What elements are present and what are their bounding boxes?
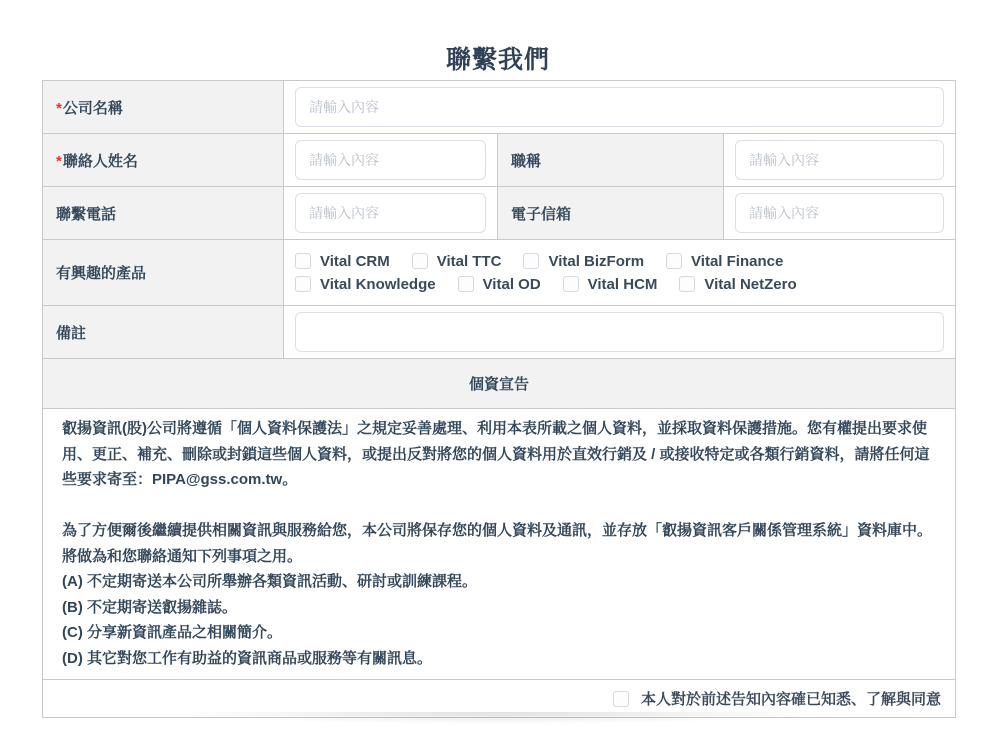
product-label: Vital CRM [320,252,390,270]
product-checkbox-vital-crm[interactable] [295,253,311,269]
product-option-vital-bizform[interactable] [523,253,644,270]
row-remarks [43,306,956,359]
email-label-text: 電子信箱 [511,205,572,223]
product-option-vital-od[interactable] [458,276,541,293]
job-title-input-cell [724,134,956,187]
field-label-email [498,187,724,240]
product-checkbox-vital-hcm[interactable] [563,276,579,292]
products-options-cell [284,240,956,306]
agreement-option[interactable] [43,688,941,709]
product-checkbox-vital-od[interactable] [458,276,474,292]
privacy-item-b: (B) 不定期寄送叡揚雜誌。 [62,598,237,616]
products-line-2 [295,273,944,296]
row-agreement [43,680,956,718]
job-title-input[interactable] [735,140,944,180]
field-label-contact-name [43,134,284,187]
phone-label-text: 聯繫電話 [56,205,117,223]
product-label: Vital TTC [436,252,502,270]
row-privacy-text [43,409,956,680]
product-option-vital-crm[interactable] [295,253,390,270]
contact-name-input-cell [284,134,498,187]
remarks-label-text: 備註 [56,324,87,342]
product-checkbox-vital-finance[interactable] [666,253,682,269]
products-label-text: 有興趣的產品 [56,265,147,282]
phone-input-cell [284,187,498,240]
product-option-vital-hcm[interactable] [563,276,658,293]
company-label-text: 公司名稱 [62,99,123,117]
product-option-vital-knowledge[interactable] [295,276,436,293]
field-label-phone [43,187,284,240]
privacy-item-d: (D) 其它對您工作有助益的資訊商品或服務等有關訊息。 [62,649,432,667]
agreement-checkbox[interactable] [613,691,629,707]
products-line-1 [295,250,944,273]
row-phone-email [43,187,956,240]
privacy-item-a: (A) 不定期寄送本公司所舉辦各類資訊活動、研討或訓練課程。 [62,573,477,590]
agreement-cell [43,680,956,718]
product-option-vital-ttc[interactable] [412,253,502,270]
agreement-text: 本人對於前述告知內容確已知悉、了解與同意 [641,691,942,708]
product-label: Vital Knowledge [320,275,436,293]
company-input[interactable] [295,87,944,127]
product-label: Vital OD [482,275,541,293]
privacy-text-cell [43,409,956,680]
privacy-item-c: (C) 分享新資訊產品之相關簡介。 [62,624,282,641]
email-input[interactable] [735,193,944,233]
remarks-input[interactable] [295,312,944,352]
field-label-job-title [498,134,724,187]
field-label-remarks [43,306,284,359]
job-title-label-text: 職稱 [511,152,542,170]
row-privacy-header [43,359,956,409]
product-checkbox-vital-bizform[interactable] [523,253,539,269]
product-label: Vital NetZero [704,275,797,293]
product-label: Vital BizForm [548,252,645,270]
product-option-vital-finance[interactable] [666,253,783,270]
product-label: Vital HCM [587,275,658,293]
required-marker: * [56,99,62,117]
email-input-cell [724,187,956,240]
product-checkbox-vital-netzero[interactable] [679,276,695,292]
product-checkbox-vital-ttc[interactable] [412,253,428,269]
remarks-input-cell [284,306,956,359]
product-label: Vital Finance [691,252,784,270]
contact-form-table [42,80,956,718]
phone-input[interactable] [295,193,486,233]
privacy-header: 個資宣告 [43,359,956,409]
row-company [43,81,956,134]
privacy-paragraph-1: 叡揚資訊(股)公司將遵循「個人資料保護法」之規定妥善處理、利用本表所載之個人資料，並採取資料保護措施。您有權提出要求使用、更正、補充、刪除或封鎖這些個人資料，或提出反對將您的個人資料用於直效行銷及 / 或接收特定或各類行銷資料，請將任何這些要求寄至：PIPA@gss.com.tw。 [62,420,930,488]
product-option-vital-netzero[interactable] [679,276,796,293]
row-products [43,240,956,306]
row-contact-job [43,134,956,187]
field-label-company [43,81,284,134]
required-marker: * [56,152,62,170]
company-input-cell [284,81,956,134]
product-checkbox-vital-knowledge[interactable] [295,276,311,292]
contact-name-input[interactable] [295,140,486,180]
privacy-paragraph-2: 為了方便爾後繼續提供相關資訊與服務給您，本公司將保存您的個人資料及通訊，並存放「叡揚資訊客戶關係管理系統」資料庫中。將做為和您聯絡通知下列事項之用。 [62,522,933,565]
page-title: 聯繫我們 [445,46,550,74]
field-label-products [43,240,284,306]
contact-name-label-text: 聯絡人姓名 [62,152,138,170]
